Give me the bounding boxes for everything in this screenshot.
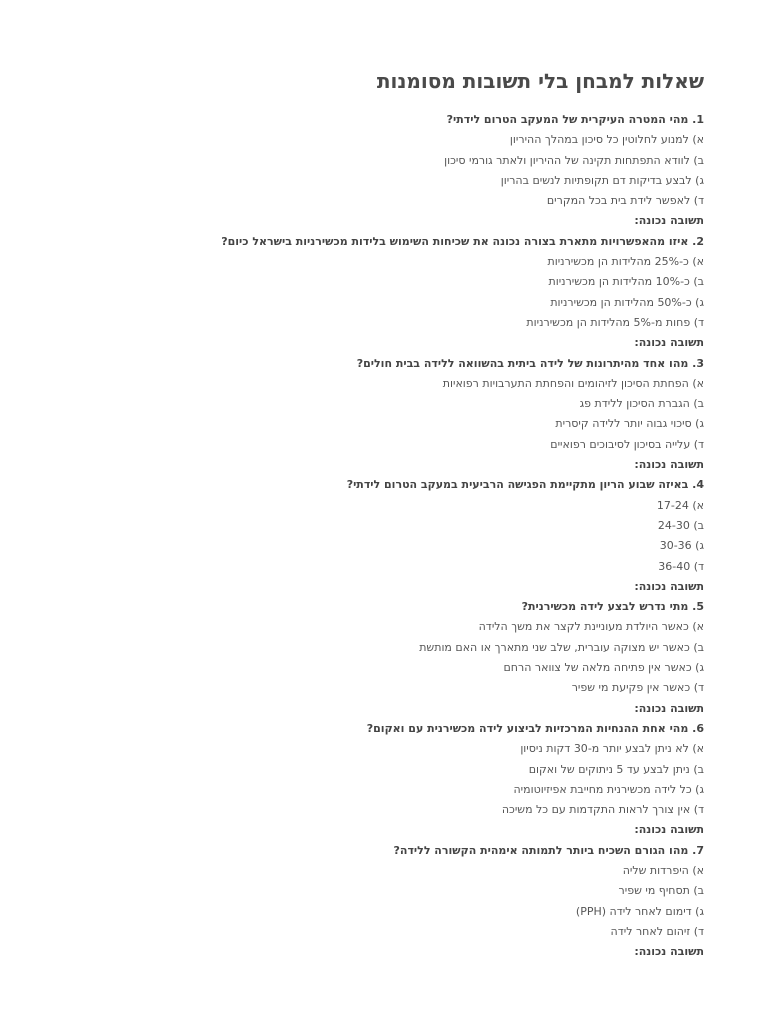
question-item [104,597,704,719]
answer-option: א) 17-24 [656,498,704,512]
answer-option: א) הפחתת הסיכון לזיהומים והפחתת התערבויות רפואיות [442,376,704,390]
question-text: 4. באיזה שבוע הריון מתקיימת הפגישה הרביעית במעקב הטרום לידתי? [346,478,704,492]
answer-option: ג) דימום לאחר לידה (PPH) [575,904,704,918]
answer-option: ד) כאשר אין פקיעת מי שפיר [571,681,704,695]
answer-option: ג) כל לידה מכשירנית מחייבת אפיזיוטומיה [513,782,704,796]
answer-option: א) כאשר היולדת מעוניינת לקצר את משך הלידה [478,620,704,634]
questions-list [104,110,704,962]
answer-option: ד) לאפשר לידת בית בכל המקרים [546,194,704,208]
answer-option: ב) תסחיף מי שפיר [618,884,704,898]
question-item [104,354,704,476]
options-list [104,496,704,577]
options-list [104,130,704,211]
answer-option: ג) סיכוי גבוה יותר ללידה קיסרית [555,417,704,431]
answer-option: ג) כאשר אין פתיחה מלאה של צוואר הרחם [503,661,704,675]
question-item [104,110,704,232]
question-text: 5. מתי נדרש לבצע לידה מכשירנית? [521,600,704,614]
answer-option: ב) ניתן לבצע עד 5 ניתוקים של ואקום [528,762,704,776]
correct-answer-label: תשובה נכונה: [634,336,704,350]
options-list [104,861,704,942]
question-item [104,232,704,354]
correct-answer-label: תשובה נכונה: [634,823,704,837]
answer-option: ד) זיהום לאחר לידה [610,924,704,938]
answer-option: ב) כאשר יש מצוקה עוברית, שלב שני מתארך או האם מותשת [419,640,704,654]
answer-option: ב) לוודא התפתחות תקינה של ההיריון ולאתר גורמי סיכון [444,153,704,167]
options-list [104,617,704,698]
answer-option: ד) 36-40 [658,559,704,573]
correct-answer-label: תשובה נכונה: [634,701,704,715]
document-content [104,66,704,962]
correct-answer-label: תשובה נכונה: [634,214,704,228]
answer-option: ב) הגברת הסיכון ללידת פג [579,397,704,411]
answer-option: א) היפרדות שליה [622,863,704,877]
answer-option: ב) כ-10% מהלידות הן מכשירניות [548,275,704,289]
answer-option: א) למנוע לחלוטין כל סיכון במהלך ההיריון [509,133,704,147]
question-text: 7. מהו הגורם השכיח ביותר לתמותה אימהית הקשורה ללידה? [393,843,704,857]
question-item [104,475,704,597]
answer-option: ג) לבצע בדיקות דם תקופתיות לנשים בהריון [500,173,704,187]
answer-option: א) כ-25% מהלידות הן מכשירניות [547,255,704,269]
correct-answer-label: תשובה נכונה: [634,458,704,472]
question-text: 1. מהי המטרה העיקרית של המעקב הטרום לידתי? [446,113,704,126]
options-list [104,739,704,820]
answer-option: א) לא ניתן לבצע יותר מ-30 דקות ניסיון [520,742,704,756]
options-list [104,252,704,333]
answer-option: ג) כ-50% מהלידות הן מכשירניות [550,295,704,309]
question-item [104,719,704,841]
page-title: שאלות למבחן בלי תשובות מסומנות [376,69,704,93]
answer-option: ד) עלייה בסיכון לסיבוכים רפואיים [550,437,704,451]
answer-option: ד) אין צורך לראות התקדמות עם כל משיכה [501,803,704,817]
correct-answer-label: תשובה נכונה: [634,579,704,593]
answer-option: ב) 24-30 [657,518,704,532]
correct-answer-label: תשובה נכונה: [634,945,704,959]
answer-option: ד) פחות מ-5% מהלידות הן מכשירניות [526,315,704,329]
question-text: 2. איזו מהאפשרויות מתארת בצורה נכונה את שכיחות השימוש בלידות מכשירניות בישראל כיום? [221,234,704,248]
question-text: 3. מהו אחד מהיתרונות של לידה ביתית בהשוואה ללידה בבית חולים? [356,356,704,370]
options-list [104,374,704,455]
question-item [104,841,704,963]
question-text: 6. מהי אחת ההנחיות המרכזיות לביצוע לידה מכשירנית עם ואקום? [366,721,704,735]
answer-option: ג) 30-36 [659,539,704,553]
